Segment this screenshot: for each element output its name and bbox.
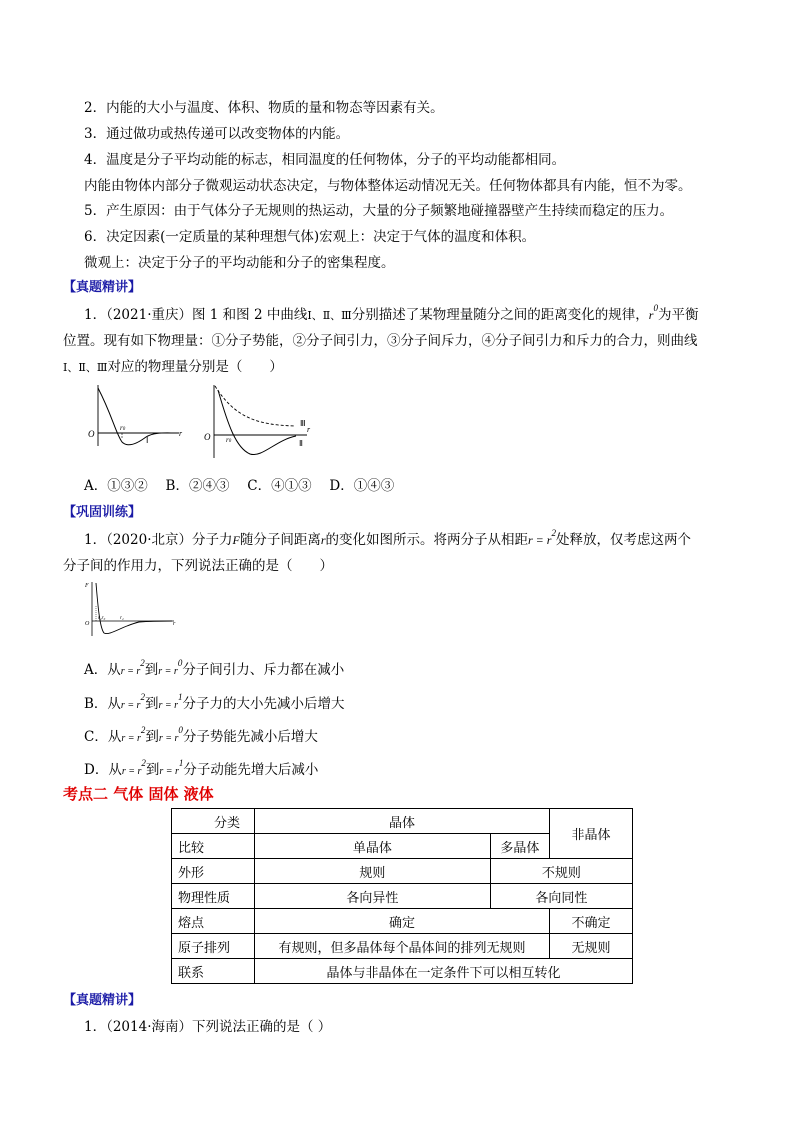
row-key: 熔点 [172,909,255,934]
cell: 不规则 [490,859,632,884]
option-b: B．从$r = r^2$到$r = r^1$分子力的大小先减小后增大 [84,692,345,712]
origin-label: O [88,429,95,439]
question-line: 位置。现有如下物理量：①分子势能，②分子间引力，③分子间斥力，④分子间引力和斥力的合力，则曲线 [63,333,698,349]
table-header-crystal: 晶体 [255,809,550,834]
text-line: 4．温度是分子平均动能的标志，相同温度的任何物体，分子的平均动能都相同。 [84,152,566,168]
text-line: 6．决定因素(一定质量的某种理想气体)宏观上：决定于气体的温度和体积。 [84,229,536,245]
row-key: 物理性质 [172,884,255,909]
table-header-poly: 多晶体 [490,834,549,859]
r0-label: r0 [226,436,232,444]
r1-label: r₁r₀ [98,616,106,621]
axis-label: r [173,621,176,627]
cell: 各向异性 [255,884,491,909]
row-key: 原子排列 [172,934,255,959]
table-corner-class: 分类 [172,809,255,834]
text-line: 2．内能的大小与温度、体积、物质的量和物态等因素有关。 [84,100,444,116]
figure-2 [200,380,320,460]
table-row [172,959,633,984]
origin-label: O [204,432,211,442]
table-row [172,859,633,884]
figure-1 [84,380,194,450]
cell: 有规则，但多晶体每个晶体间的排列无规则 [255,934,550,959]
figure-3 [84,578,180,638]
text-line: 内能由物体内部分子微观运动状态决定，与物体整体运动情况无关。任何物体都具有内能，恒不为零。 [84,178,692,194]
text-line: 微观上：决定于分子的平均动能和分子的密集程度。 [84,255,395,271]
cell: 确定 [255,909,550,934]
cell: 无规则 [550,934,633,959]
cell: 不确定 [550,909,633,934]
row-key: 外形 [172,859,255,884]
table-row [172,909,633,934]
answer-options: A．①③② B．②④③ C．④①③ D．①④③ [84,478,395,494]
curve-label: Ⅱ [299,439,303,448]
axis-label: r [307,425,311,434]
table-corner-compare: 比较 [172,834,255,859]
question-line: 1．（2020·北京）分子力F随分子间距离r的变化如图所示。将两分子从相距$r = r^2$处释放，仅考虑这两个 [84,528,691,548]
table-header-single: 单晶体 [255,834,491,859]
axis-label: r [179,429,183,438]
section-heading: 【真题精讲】 [63,280,142,295]
cell: 晶体与非晶体在一定条件下可以相互转化 [255,959,633,984]
cell: 规则 [255,859,491,884]
r2-label: r₂ [120,616,124,621]
section-heading: 【真题精讲】 [63,993,142,1008]
curve-label: Ⅲ [300,419,306,428]
row-key: 联系 [172,959,255,984]
section-heading: 【巩固训练】 [63,505,142,520]
question-line: 分子间的作用力，下列说法正确的是（ ） [63,558,333,574]
topic-heading: 考点二 气体 固体 液体 [63,785,214,803]
cell: 各向同性 [490,884,632,909]
table-row [172,934,633,959]
table-header-amorphous: 非晶体 [550,809,633,859]
question-line: 1．（2021·重庆）图 1 和图 2 中曲线Ⅰ、Ⅱ、Ⅲ分别描述了某物理量随分之间的距离变化的规律，$r^0$为平衡 [84,303,699,323]
text-line: 5．产生原因：由于气体分子无规则的热运动，大量的分子频繁地碰撞器壁产生持续而稳定的压力。 [84,203,674,219]
curve-label: Ⅰ [146,436,149,445]
r0-label: r0 [120,424,126,432]
question-line: 1．（2014·海南）下列说法正确的是（ ） [84,1019,332,1035]
question-line: Ⅰ、Ⅱ、Ⅲ对应的物理量分别是（ ） [63,359,283,375]
origin-label: O [85,621,90,627]
crystal-comparison-table [171,808,633,984]
F-label: F [85,583,89,589]
option-a: A．从$r = r^2$到$r = r^0$分子间引力、斥力都在减小 [84,658,345,678]
option-c: C．从$r = r^2$到$r = r^0$分子势能先减小后增大 [84,725,318,745]
table-row [172,884,633,909]
option-d: D．从$r = r^2$到$r = r^1$分子动能先增大后减小 [84,758,319,778]
text-line: 3．通过做功或热传递可以改变物体的内能。 [84,126,350,142]
